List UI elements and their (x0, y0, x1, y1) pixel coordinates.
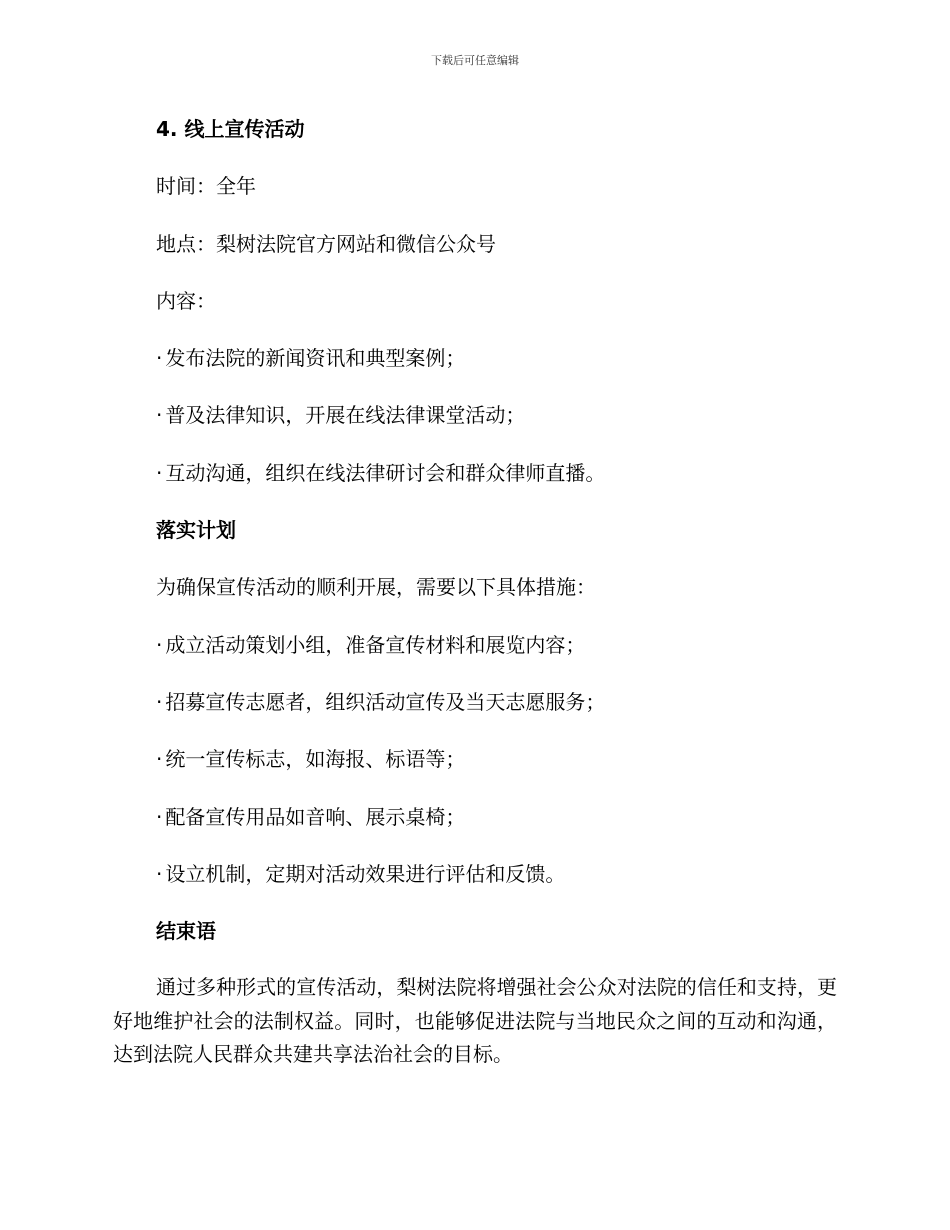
bullet-icon: · (156, 804, 163, 829)
list-item-text: 设立机制，定期对活动效果进行评估和反馈。 (165, 861, 566, 886)
section-title-online: 4. 线上宣传活动 (156, 117, 305, 141)
list-item-text: 成立活动策划小组，准备宣传材料和展览内容； (165, 632, 586, 657)
list-item (113, 857, 837, 914)
list-item-text: 招募宣传志愿者，组织活动宣传及当天志愿服务； (165, 689, 606, 714)
list-item (113, 628, 837, 685)
list-item-text: 配备宣传用品如音响、展示桌椅； (165, 804, 466, 829)
conclusion-paragraph: 通过多种形式的宣传活动，梨树法院将增强社会公众对法院的信任和支持，更好地维护社会的法制权益。同时，也能够促进法院与当地民众之间的互动和沟通，达到法院人民群众共建共享法治社会的目标。 (113, 975, 837, 1067)
list-item (113, 742, 837, 799)
content-label: 内容： (156, 288, 216, 313)
list-item (113, 456, 837, 513)
page-header: 下载后可任意编辑 (431, 54, 519, 67)
place-line: 地点：梨树法院官方网站和微信公众号 (156, 231, 496, 256)
bullet-icon: · (156, 346, 163, 371)
bullet-icon: · (156, 403, 163, 428)
list-item (113, 341, 837, 398)
list-item-text: 普及法律知识，开展在线法律课堂活动； (165, 403, 526, 428)
section-title-conclusion: 结束语 (156, 919, 216, 944)
document-body (113, 112, 837, 1092)
section-title-plan: 落实计划 (156, 518, 236, 543)
list-item (113, 398, 837, 455)
plan-intro: 为确保宣传活动的顺利开展，需要以下具体措施： (156, 575, 596, 600)
time-line: 时间：全年 (156, 174, 256, 199)
list-item-text: 发布法院的新闻资讯和典型案例； (165, 346, 466, 371)
list-item-text: 互动沟通，组织在线法律研讨会和群众律师直播。 (165, 460, 606, 485)
list-item-text: 统一宣传标志，如海报、标语等； (165, 747, 466, 772)
list-item (113, 685, 837, 742)
list-item (113, 800, 837, 857)
bullet-icon: · (156, 632, 163, 657)
bullet-icon: · (156, 747, 163, 772)
bullet-icon: · (156, 460, 163, 485)
bullet-icon: · (156, 861, 163, 886)
bullet-icon: · (156, 689, 163, 714)
